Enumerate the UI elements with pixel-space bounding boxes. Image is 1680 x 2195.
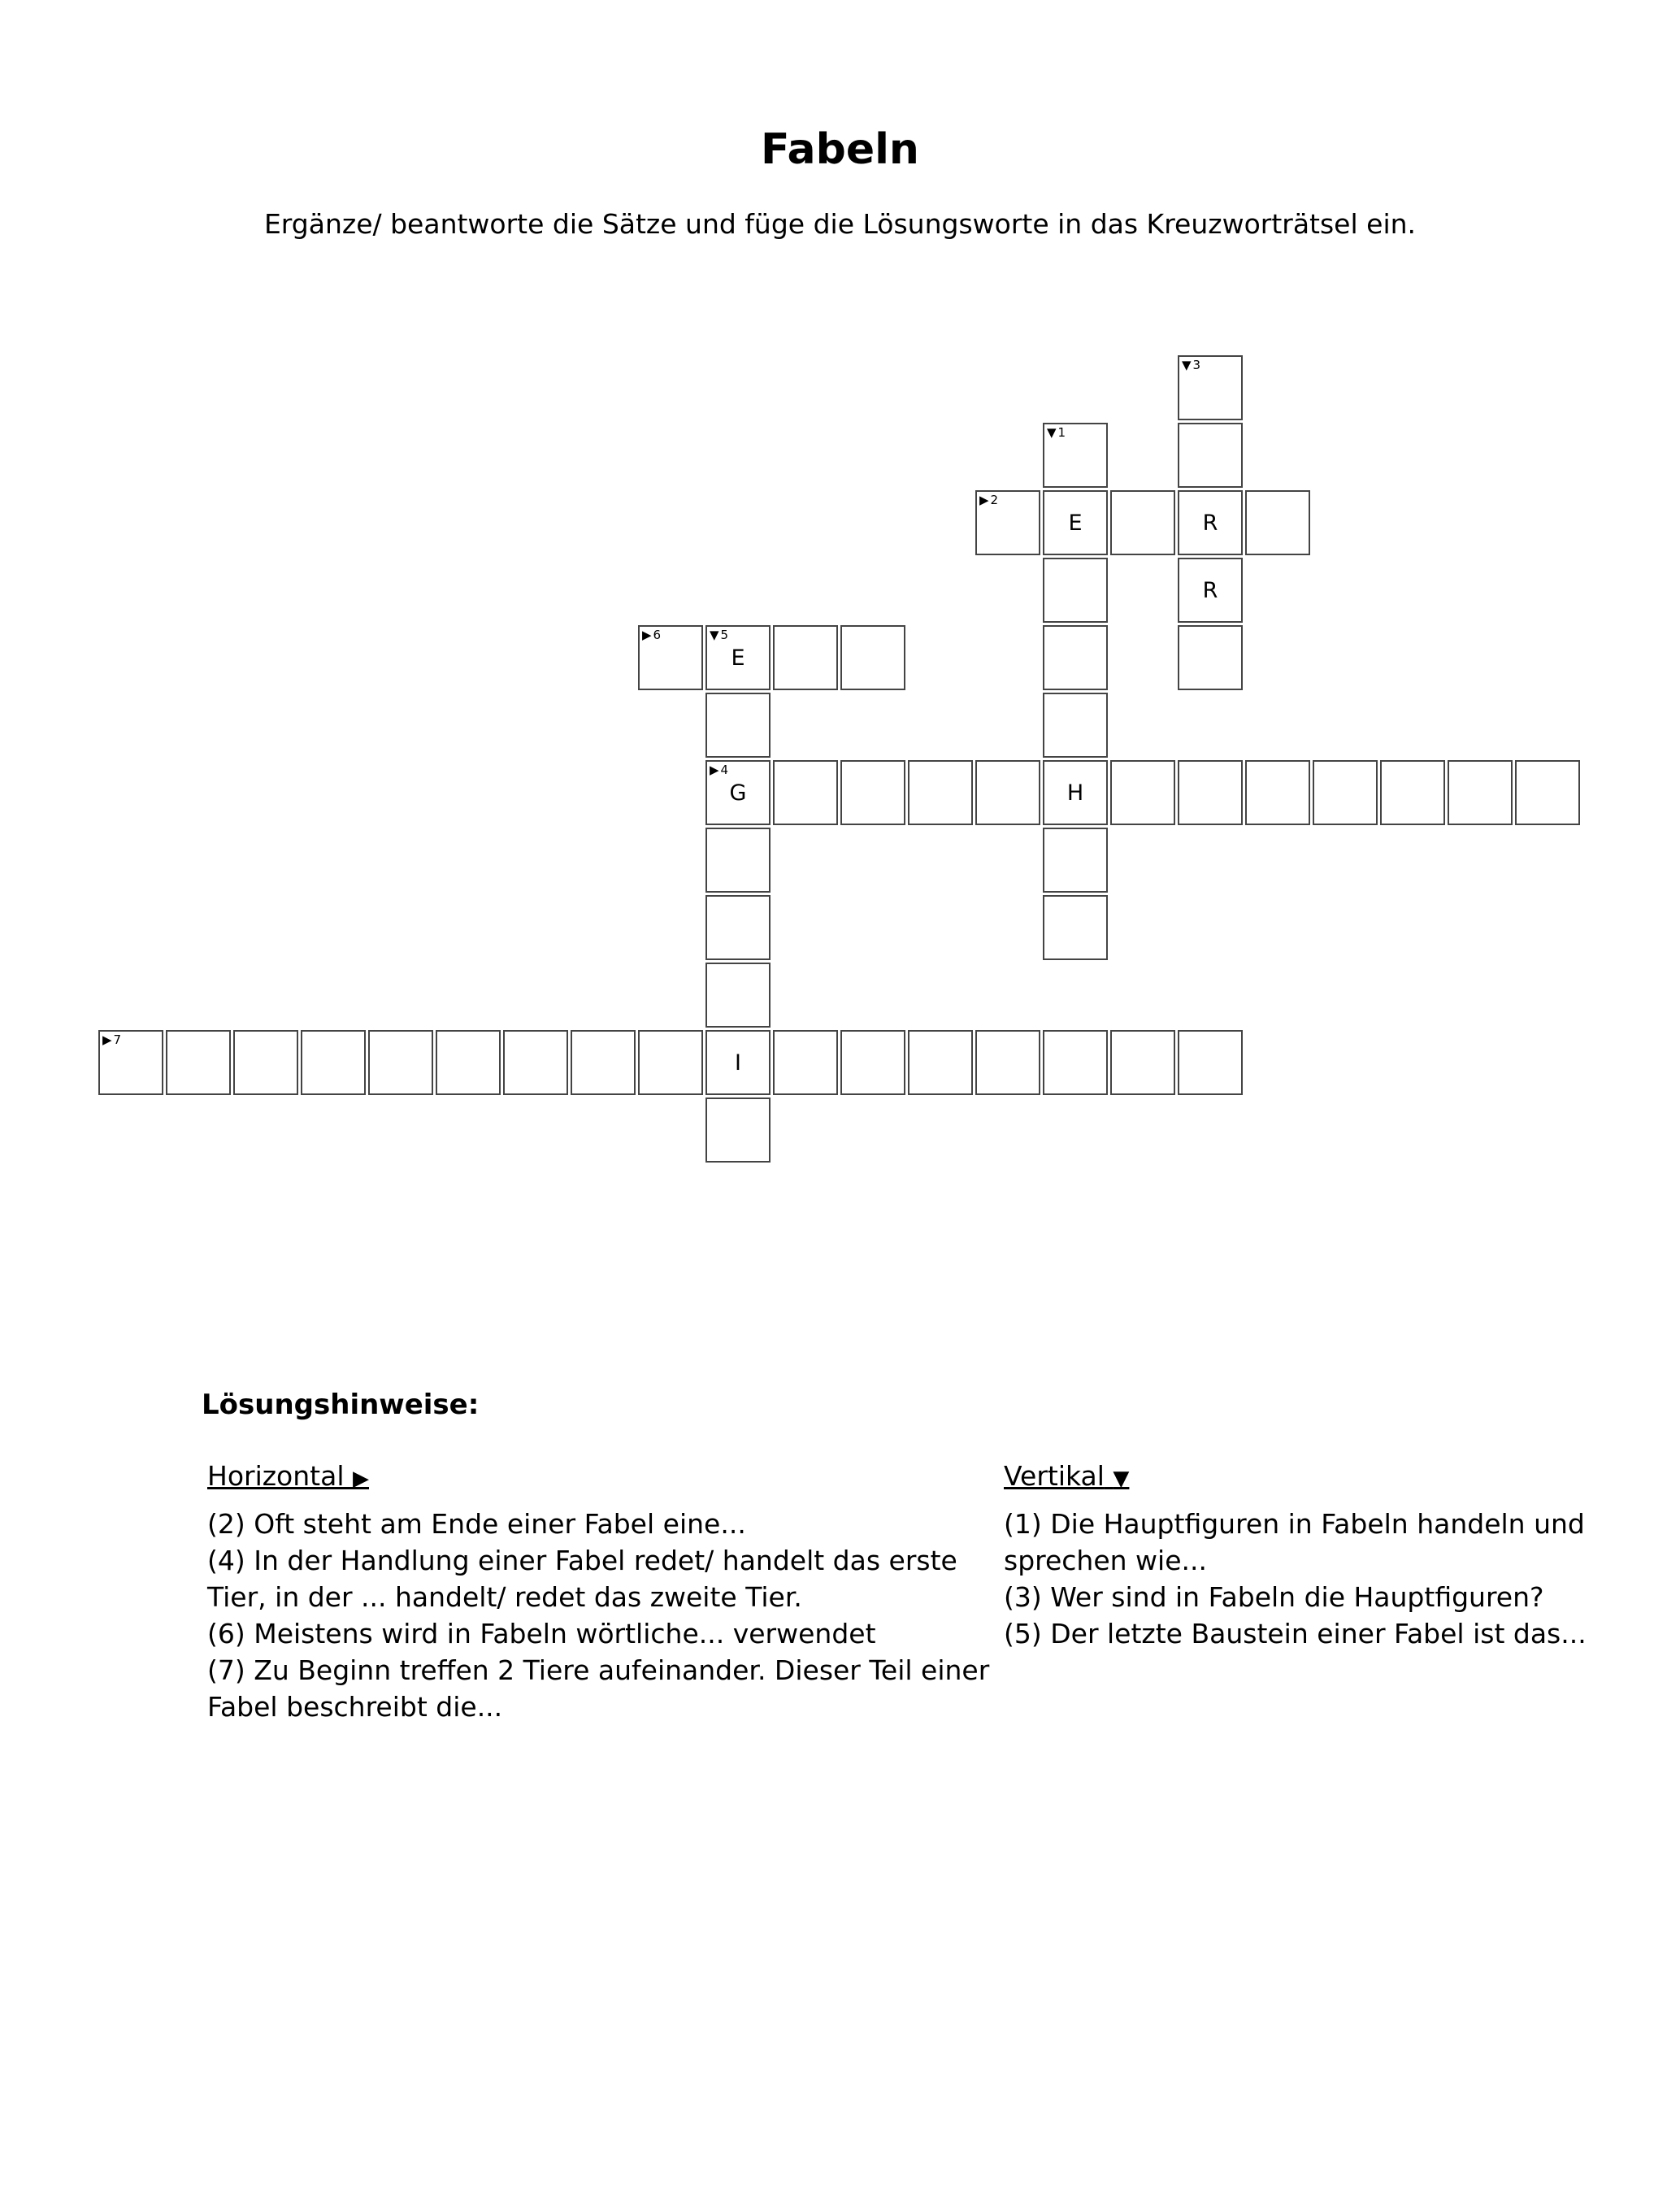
instruction-text: Ergänze/ beantworte die Sätze und füge die Lösungsworte in das Kreuzworträtsel ein. — [263, 208, 1417, 240]
crossword-cell[interactable] — [773, 1030, 838, 1095]
clue-number-marker — [979, 493, 998, 507]
crossword-cell[interactable] — [1043, 760, 1108, 825]
crossword-cell[interactable] — [1043, 828, 1108, 893]
clue-across-7: (7) Zu Beginn treffen 2 Tiere aufeinander. Dieser Teil einer Fabel beschreibt die... — [207, 1654, 990, 1723]
crossword-cell[interactable] — [1043, 625, 1108, 690]
horizontal-label: Horizontal — [207, 1460, 345, 1492]
vertical-clues — [1004, 1458, 1589, 1652]
crossword-cell[interactable] — [1178, 355, 1243, 420]
clue-arrow-icon: ▶ — [102, 1032, 112, 1047]
vertical-label: Vertikal — [1004, 1460, 1105, 1492]
crossword-cell[interactable] — [1245, 760, 1310, 825]
horizontal-clues — [207, 1458, 1004, 1725]
clue-arrow-icon: ▼ — [1047, 425, 1057, 440]
crossword-cell[interactable] — [705, 895, 771, 960]
cell-letter: E — [731, 645, 745, 671]
clue-arrow-icon: ▶ — [710, 763, 719, 777]
crossword-cell[interactable] — [1178, 625, 1243, 690]
clue-number: 6 — [653, 628, 662, 642]
crossword-cell[interactable] — [975, 490, 1040, 555]
right-arrow-icon: ▶ — [353, 1467, 369, 1491]
clue-number: 5 — [720, 628, 729, 642]
clue-arrow-icon: ▶ — [642, 628, 652, 642]
crossword-cell[interactable] — [840, 1030, 905, 1095]
crossword-cell[interactable] — [975, 1030, 1040, 1095]
crossword-cell[interactable] — [908, 760, 973, 825]
hints-heading: Lösungshinweise: — [202, 1389, 480, 1421]
crossword-cell[interactable] — [705, 1030, 771, 1095]
clue-arrow-icon: ▼ — [1182, 358, 1192, 372]
crossword-cell[interactable] — [705, 1098, 771, 1163]
crossword-cell[interactable] — [166, 1030, 231, 1095]
crossword-cell[interactable] — [773, 760, 838, 825]
clue-number: 4 — [720, 763, 729, 777]
clue-down-3: (3) Wer sind in Fabeln die Hauptfiguren? — [1004, 1581, 1544, 1613]
cell-letter: R — [1202, 577, 1218, 603]
cell-letter: H — [1066, 780, 1084, 806]
crossword-cell[interactable] — [1043, 490, 1108, 555]
crossword-cell[interactable] — [705, 760, 771, 825]
crossword-cell[interactable] — [705, 625, 771, 690]
clue-across-4: (4) In der Handlung einer Fabel redet/ handelt das erste Tier, in der ... handelt/ redet das zweite Tier. — [207, 1545, 957, 1613]
crossword-cell[interactable] — [1380, 760, 1445, 825]
crossword-cell[interactable] — [638, 1030, 703, 1095]
clue-across-2: (2) Oft steht am Ende einer Fabel eine... — [207, 1508, 746, 1540]
clue-number-marker — [102, 1032, 121, 1047]
crossword-cell[interactable] — [1110, 1030, 1175, 1095]
crossword-cell[interactable] — [705, 828, 771, 893]
crossword-cell[interactable] — [436, 1030, 501, 1095]
crossword-cell[interactable] — [638, 625, 703, 690]
clue-number-marker — [642, 628, 661, 642]
horizontal-heading — [207, 1458, 1004, 1497]
vertical-heading — [1004, 1458, 1589, 1497]
clue-number: 7 — [113, 1032, 122, 1047]
down-arrow-icon: ▼ — [1113, 1467, 1130, 1491]
clue-number: 1 — [1057, 425, 1066, 440]
crossword-cell[interactable] — [503, 1030, 568, 1095]
cell-letter: I — [735, 1050, 741, 1076]
crossword-cell[interactable] — [1178, 423, 1243, 488]
cell-letter: E — [1068, 510, 1083, 536]
cell-letter: G — [729, 780, 747, 806]
crossword-cell[interactable] — [1178, 490, 1243, 555]
clue-number: 3 — [1192, 358, 1201, 372]
crossword-cell[interactable] — [908, 1030, 973, 1095]
crossword-cell[interactable] — [1178, 760, 1243, 825]
crossword-cell[interactable] — [1515, 760, 1580, 825]
crossword-cell[interactable] — [705, 963, 771, 1028]
clue-arrow-icon: ▶ — [979, 493, 989, 507]
crossword-cell[interactable] — [1245, 490, 1310, 555]
crossword-cell[interactable] — [840, 625, 905, 690]
crossword-cell[interactable] — [1043, 1030, 1108, 1095]
crossword-cell[interactable] — [1110, 490, 1175, 555]
clue-arrow-icon: ▼ — [710, 628, 719, 642]
crossword-cell[interactable] — [1178, 1030, 1243, 1095]
crossword-cell[interactable] — [1043, 693, 1108, 758]
clue-across-6: (6) Meistens wird in Fabeln wörtliche... verwendet — [207, 1618, 876, 1650]
crossword-cell[interactable] — [1448, 760, 1513, 825]
crossword-cell[interactable] — [368, 1030, 433, 1095]
crossword-cell[interactable] — [571, 1030, 636, 1095]
cell-letter: R — [1202, 510, 1218, 536]
crossword-cell[interactable] — [233, 1030, 298, 1095]
crossword-cell[interactable] — [975, 760, 1040, 825]
clue-down-5: (5) Der letzte Baustein einer Fabel ist das... — [1004, 1618, 1587, 1650]
crossword-cell[interactable] — [1043, 558, 1108, 623]
page-title: Fabeln — [761, 125, 919, 174]
crossword-cell[interactable] — [1178, 558, 1243, 623]
crossword-cell[interactable] — [1110, 760, 1175, 825]
crossword-cell[interactable] — [840, 760, 905, 825]
crossword-cell[interactable] — [301, 1030, 366, 1095]
clue-number-marker — [1182, 358, 1200, 372]
crossword-cell[interactable] — [705, 693, 771, 758]
crossword-cell[interactable] — [1043, 895, 1108, 960]
crossword-cell[interactable] — [98, 1030, 163, 1095]
clue-number-marker — [1047, 425, 1066, 440]
crossword-cell[interactable] — [1043, 423, 1108, 488]
clue-down-1: (1) Die Hauptfiguren in Fabeln handeln und sprechen wie... — [1004, 1508, 1585, 1576]
crossword-cell[interactable] — [1313, 760, 1378, 825]
clue-number: 2 — [990, 493, 999, 507]
crossword-cell[interactable] — [773, 625, 838, 690]
